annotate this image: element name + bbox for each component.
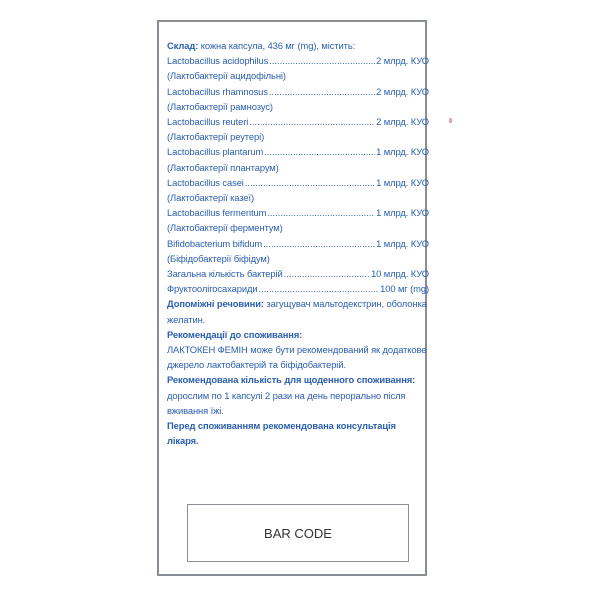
- ingredient-list: [167, 53, 429, 266]
- ingredient-name: Lactobacillus casei: [167, 176, 244, 188]
- ingredient-value: 1 млрд. КУО: [376, 237, 429, 249]
- ingredient-name: Lactobacillus acidophilus: [167, 55, 269, 67]
- ingredient-translation: (Лактобактерії ацидофільні): [167, 70, 286, 82]
- dot-leader: [264, 144, 375, 159]
- ingredient-name: Lactobacillus plantarum: [167, 146, 264, 158]
- ingredient-name: Lactobacillus rhamnosus: [167, 85, 268, 97]
- dosage-text: дорослим по 1 капсулі 2 рази на день перорально після вживання їжі.: [167, 389, 406, 416]
- ingredient-translation: (Лактобактерії казеї): [167, 192, 255, 204]
- warning-text: Перед споживанням рекомендована консультація лікаря.: [167, 420, 396, 447]
- ingredient-item: [167, 144, 429, 174]
- recommendations-text: ЛАКТОКЕН ФЕМІН може бути рекомендований як додаткове джерело лактобактерій та біфідобактерій.: [167, 344, 427, 371]
- barcode-label: BAR CODE: [264, 525, 332, 541]
- dosage-block: [167, 372, 429, 418]
- total-bacteria-row: [167, 266, 429, 281]
- dot-leader: [258, 281, 379, 296]
- product-label: [157, 20, 427, 576]
- ingredient-translation: (Лактобактерії рамнозус): [167, 100, 273, 112]
- excipients-text: загущувач мальтодекстрин, оболонка желатин.: [167, 298, 427, 325]
- ingredient-item: [167, 53, 429, 83]
- excipients-block: [167, 296, 429, 326]
- fos-row: [167, 281, 429, 296]
- ingredient-name: Lactobacillus reuteri: [167, 116, 249, 128]
- ingredient-value: 2 млрд. КУО: [376, 85, 429, 97]
- ingredient-item: [167, 114, 429, 144]
- composition-intro: кожна капсула, 436 мг (mg), містить:: [198, 40, 356, 51]
- composition-heading: Склад:: [167, 40, 199, 51]
- red-mark: [449, 118, 452, 123]
- label-content: [167, 38, 429, 448]
- recommendations-block: [167, 327, 429, 373]
- dot-leader: [263, 236, 375, 251]
- ingredient-value: 1 млрд. КУО: [376, 207, 429, 219]
- ingredient-translation: (Лактобактерії плантарум): [167, 161, 279, 173]
- dot-leader: [284, 266, 370, 281]
- warning-block: [167, 418, 429, 448]
- dosage-heading: Рекомендована кількість для щоденного споживання:: [167, 374, 416, 386]
- dot-leader: [267, 205, 375, 220]
- excipients-heading: Допоміжні речовини:: [167, 298, 264, 310]
- ingredient-item: [167, 236, 429, 266]
- ingredient-translation: (Лактобактерії реутері): [167, 131, 265, 143]
- total-value: 10 млрд. КУО: [371, 268, 429, 280]
- ingredient-value: 2 млрд. КУО: [376, 116, 429, 128]
- total-name: Фруктоолігосахариди: [167, 283, 258, 295]
- ingredient-item: [167, 84, 429, 114]
- total-name: Загальна кількість бактерій: [167, 268, 283, 280]
- total-value: 100 мг (mg): [380, 283, 429, 295]
- ingredient-name: Bifidobacterium bifidum: [167, 237, 263, 249]
- composition-line: [167, 38, 429, 53]
- recommendations-heading: Рекомендації до споживання:: [167, 328, 303, 340]
- ingredient-item: [167, 175, 429, 205]
- dot-leader: [269, 84, 375, 99]
- ingredient-name: Lactobacillus fermentum: [167, 207, 267, 219]
- ingredient-value: 2 млрд. КУО: [376, 55, 429, 67]
- ingredient-item: [167, 205, 429, 235]
- dot-leader: [249, 114, 375, 129]
- totals-list: [167, 266, 429, 296]
- ingredient-value: 1 млрд. КУО: [376, 176, 429, 188]
- barcode-box: [187, 504, 409, 562]
- ingredient-translation: (Біфідобактерії біфідум): [167, 252, 270, 264]
- ingredient-translation: (Лактобактерії ферментум): [167, 222, 283, 234]
- dot-leader: [245, 175, 375, 190]
- ingredient-value: 1 млрд. КУО: [376, 146, 429, 158]
- dot-leader: [269, 53, 375, 68]
